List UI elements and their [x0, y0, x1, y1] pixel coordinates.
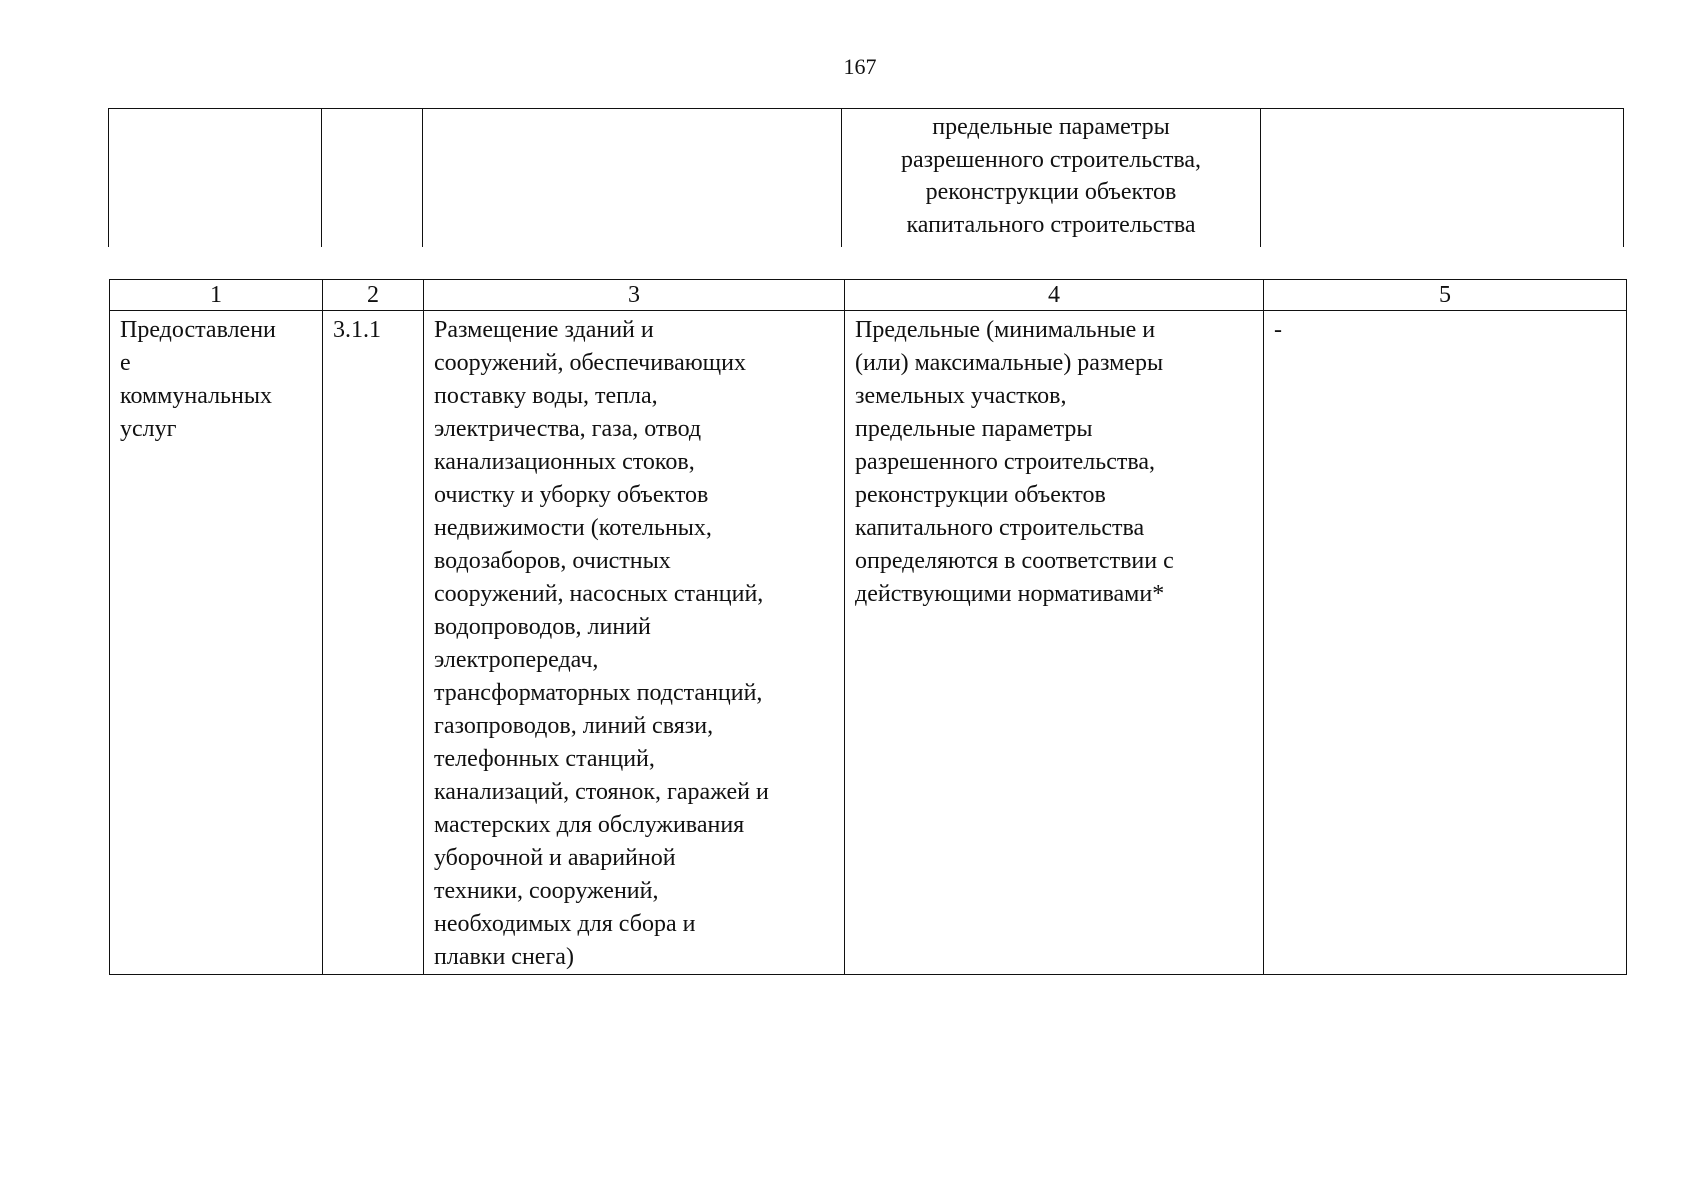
text-line: недвижимости (котельных, [434, 515, 712, 541]
header-cell: 2 [323, 280, 424, 311]
text-line: электричества, газа, отвод [434, 416, 702, 442]
header-cell: 3 [424, 280, 845, 311]
cell-code: 3.1.1 [323, 311, 424, 975]
main-table [109, 279, 1627, 975]
cont-cell-5 [1261, 109, 1624, 248]
table-row [110, 311, 1627, 975]
continuation-table [108, 108, 1624, 247]
cont-cell-2 [322, 109, 423, 248]
cont-cell-1 [109, 109, 322, 248]
text-line: плавки снега) [434, 944, 574, 970]
cell-type-name [110, 311, 323, 975]
text-line: капитального строительства [855, 515, 1145, 541]
header-row [110, 280, 1627, 311]
text-line: уборочной и аварийной [434, 845, 676, 871]
cell-parameters [845, 311, 1264, 975]
text-line: земельных участков, [855, 383, 1067, 409]
text-line: (или) максимальные) размеры [855, 350, 1164, 376]
cont-cell-3 [423, 109, 842, 248]
page-number: 167 [843, 54, 877, 79]
text-line: газопроводов, линий связи, [434, 713, 714, 739]
text-line: е [120, 350, 131, 376]
text-line: капитального строительства [906, 211, 1196, 238]
continuation-row [109, 109, 1624, 248]
cell-notes: - [1264, 311, 1627, 975]
text-line: разрешенного строительства, [901, 146, 1201, 173]
text-line: водозаборов, очистных [434, 548, 671, 574]
text-line: телефонных станций, [434, 746, 655, 772]
header-cell: 1 [110, 280, 323, 311]
text-line: действующими нормативами* [855, 581, 1165, 607]
text-line: сооружений, насосных станций, [434, 581, 764, 607]
text-line: необходимых для сбора и [434, 911, 696, 937]
text-line: Размещение зданий и [434, 317, 654, 343]
text-line: поставку воды, тепла, [434, 383, 658, 409]
header-cell: 5 [1264, 280, 1627, 311]
cont-cell-4 [842, 109, 1261, 248]
text-line: Предоставлени [120, 317, 276, 343]
text-line: предельные параметры [932, 114, 1170, 140]
text-line: услуг [120, 416, 177, 442]
text-line: водопроводов, линий [434, 614, 651, 640]
text-line: коммунальных [120, 383, 272, 409]
text-line: Предельные (минимальные и [855, 317, 1156, 343]
header-cell: 4 [845, 280, 1264, 311]
text-line: мастерских для обслуживания [434, 812, 745, 838]
text-line: техники, сооружений, [434, 878, 659, 904]
text-line: электропередач, [434, 647, 599, 673]
text-line: канализационных стоков, [434, 449, 695, 475]
text-line: разрешенного строительства, [855, 449, 1155, 475]
text-line: предельные параметры [855, 416, 1093, 442]
cell-description [424, 311, 845, 975]
text-line: канализаций, стоянок, гаражей и [434, 779, 769, 805]
text-line: определяются в соответствии с [855, 548, 1174, 574]
text-line: реконструкции объектов [855, 482, 1106, 508]
text-line: трансформаторных подстанций, [434, 680, 763, 706]
text-line: реконструкции объектов [925, 179, 1177, 205]
text-line: сооружений, обеспечивающих [434, 350, 746, 376]
text-line: очистку и уборку объектов [434, 482, 709, 508]
